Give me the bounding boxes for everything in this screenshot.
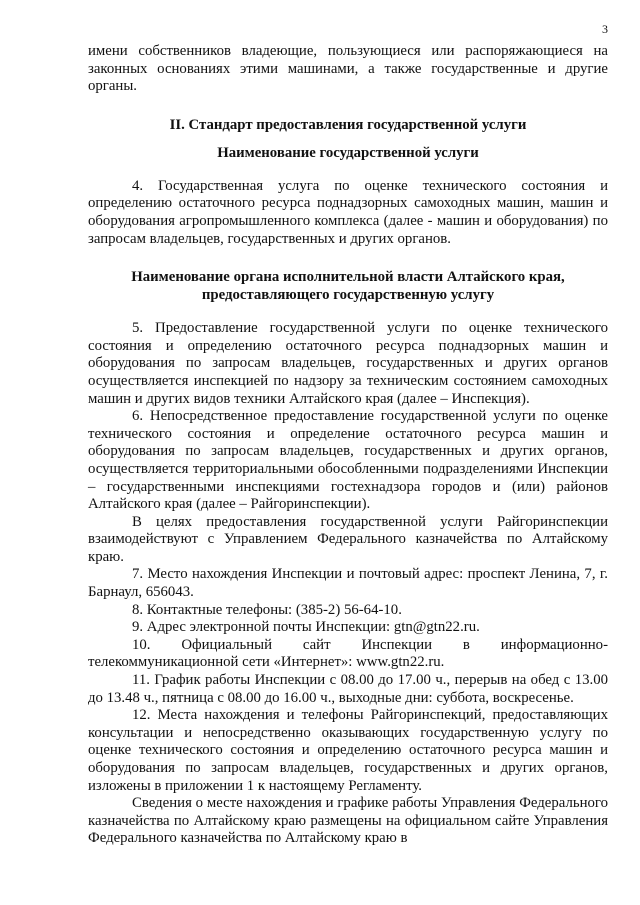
paragraph-9-email: 9. Адрес электронной почты Инспекции: gtn@gtn22.ru. [132,619,480,636]
paragraph-interaction: В целях предоставления государственной услуги Райгоринспекции взаимодействуют с Управлением Федерального казначейства по Алтайскому краю. [88,513,608,565]
document-body [88,43,608,848]
paragraph-5: 5. Предоставление государственной услуги по оценке технического состояния и определению остаточного ресурса поднадзорных машин и оборудования по запросам владельцев, государственных и других органов осуществляется инспекцией по надзору за техническим состоянием самоходных машин и других видов техники Алтайского края (далее – Инспекция). [88,320,608,407]
paragraph-11-schedule: 11. График работы Инспекции с 08.00 до 17.00 ч., перерыв на обед с 13.00 до 13.48 ч., пятница с 08.00 до 16.00 ч., выходные дни: суббота, воскресенье. [88,672,608,706]
section-heading: II. Стандарт предоставления государственной услуги [169,116,527,133]
paragraph-7-address: 7. Место нахождения Инспекции и почтовый адрес: проспект Ленина, 7, г. Барнаул, 656043. [88,566,608,601]
paragraph-6: 6. Непосредственное предоставление государственной услуги по оценке технического состояния и определение остаточного ресурса машин и оборудования по запросам владельцев, государственных и других органов, осуществляется территориальными обособленными подразделениями Инспекции – государственными инспекциями гостехнадзора городов и (или) районов Алтайского края (далее – Райгоринспекции). [88,408,608,513]
page-number: 3 [602,22,608,36]
paragraph-treasury-info: Сведения о месте нахождения и графике работы Управления Федерального казначейства по Алтайскому краю размещены на официальном сайте Управления Федерального казначейства по Алтайскому краю в [88,795,608,847]
subheading-authority: Наименование органа исполнительной власти Алтайского края, предоставляющего государственную услугу [131,269,565,304]
paragraph-4: 4. Государственная услуга по оценке технического состояния и определению остаточного ресурса поднадзорных самоходных машин, машин и оборудования агропромышленного комплекса (далее - машин и оборудования) по запросам владельцев, государственных и других органов. [88,177,608,247]
paragraph-8-phones: 8. Контактные телефоны: (385-2) 56-64-10. [132,601,402,618]
paragraph-10-website: 10. Официальный сайт Инспекции в информационно-телекоммуникационной сети «Интернет»: www.gtn22.ru. [88,636,608,671]
paragraph-12-locations: 12. Места нахождения и телефоны Райгоринспекций, предоставляющих консультации и непосредственно оказывающих государственную услугу по оценке технического состояния и определению остаточного ресурса машин и оборудования по запросам владельцев, государственных и других органов, изложены в приложении 1 к настоящему Регламенту. [88,707,608,794]
intro-paragraph: имени собственников владеющие, пользующиеся или распоряжающиеся на законных основаниях этими машинами, а также государственные и другие органы. [88,43,608,95]
subheading-service-name: Наименование государственной услуги [217,144,479,161]
